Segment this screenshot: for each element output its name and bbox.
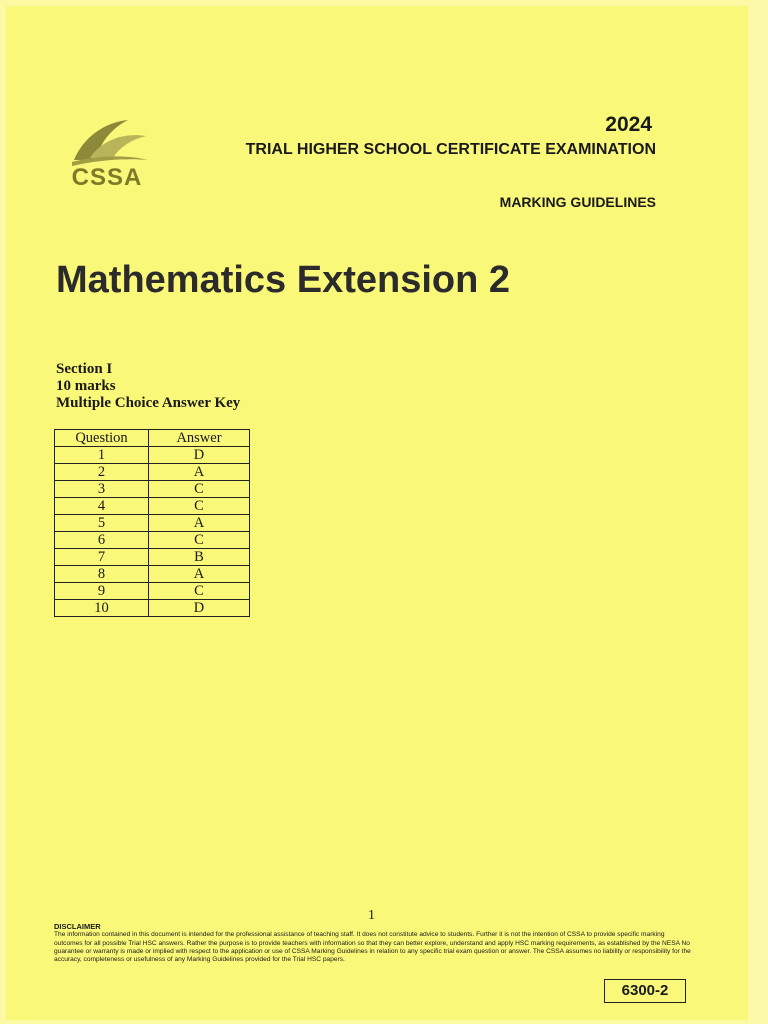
table-row — [55, 532, 250, 549]
disclaimer — [54, 923, 694, 964]
page-edge — [748, 0, 768, 1024]
document-page — [6, 6, 748, 1020]
question-number: 5 — [55, 515, 149, 532]
answer-value: B — [149, 549, 250, 566]
document-type: MARKING GUIDELINES — [499, 194, 656, 210]
exam-year: 2024 — [605, 113, 652, 136]
answer-key-table — [54, 429, 250, 617]
section-info — [56, 361, 240, 412]
table-row — [55, 498, 250, 515]
answer-value: A — [149, 566, 250, 583]
section-name: Section I — [56, 361, 113, 377]
table-row — [55, 583, 250, 600]
table-row — [55, 515, 250, 532]
disclaimer-text: The information contained in this document is intended for the professional assistance of teaching staff. It does not constitute advice to students. Further it is not the intention of CSSA to provide specific marking outcomes for all possible Trial HSC answers. Rather the purpose is to provide teachers with information so that they can better explore, understand and apply HSC marking requirements, as established by the NESA No guarantee or warranty is made or implied with respect to the application or use of CSSA Marking Guidelines in relation to any specific trial exam question or answer. The CSSA assumes no liability or responsibility for the accuracy, completeness or usefulness of any Marking Guidelines provided for the Trial HSC papers. — [54, 931, 691, 964]
table-row — [55, 464, 250, 481]
answer-value: C — [149, 583, 250, 600]
answer-value: A — [149, 515, 250, 532]
question-number: 1 — [55, 447, 149, 464]
question-number: 9 — [55, 583, 149, 600]
question-number: 3 — [55, 481, 149, 498]
question-number: 8 — [55, 566, 149, 583]
table-row — [55, 600, 250, 617]
page-number: 1 — [368, 908, 375, 923]
table-row — [55, 447, 250, 464]
table-row — [55, 549, 250, 566]
question-number: 4 — [55, 498, 149, 515]
logo-text: CSSA — [71, 164, 143, 191]
document-code: 6300-2 — [604, 979, 686, 1003]
subject-title: Mathematics Extension 2 — [56, 259, 511, 301]
answer-value: C — [149, 532, 250, 549]
section-marks: 10 marks — [56, 378, 116, 394]
cssa-logo — [62, 116, 152, 196]
question-number: 7 — [55, 549, 149, 566]
question-number: 10 — [55, 600, 149, 617]
table-row — [55, 566, 250, 583]
table-header-row — [55, 430, 250, 447]
question-number: 6 — [55, 532, 149, 549]
column-header-answer: Answer — [149, 430, 250, 447]
table-row — [55, 481, 250, 498]
logo-swoosh-icon — [66, 116, 150, 166]
answer-value: D — [149, 600, 250, 617]
answer-value: C — [149, 481, 250, 498]
question-number: 2 — [55, 464, 149, 481]
answer-value: C — [149, 498, 250, 515]
section-description: Multiple Choice Answer Key — [56, 395, 241, 411]
answer-value: D — [149, 447, 250, 464]
column-header-question: Question — [55, 430, 149, 447]
answer-value: A — [149, 464, 250, 481]
disclaimer-title: DISCLAIMER — [54, 922, 101, 931]
exam-title: TRIAL HIGHER SCHOOL CERTIFICATE EXAMINATION — [245, 141, 656, 158]
